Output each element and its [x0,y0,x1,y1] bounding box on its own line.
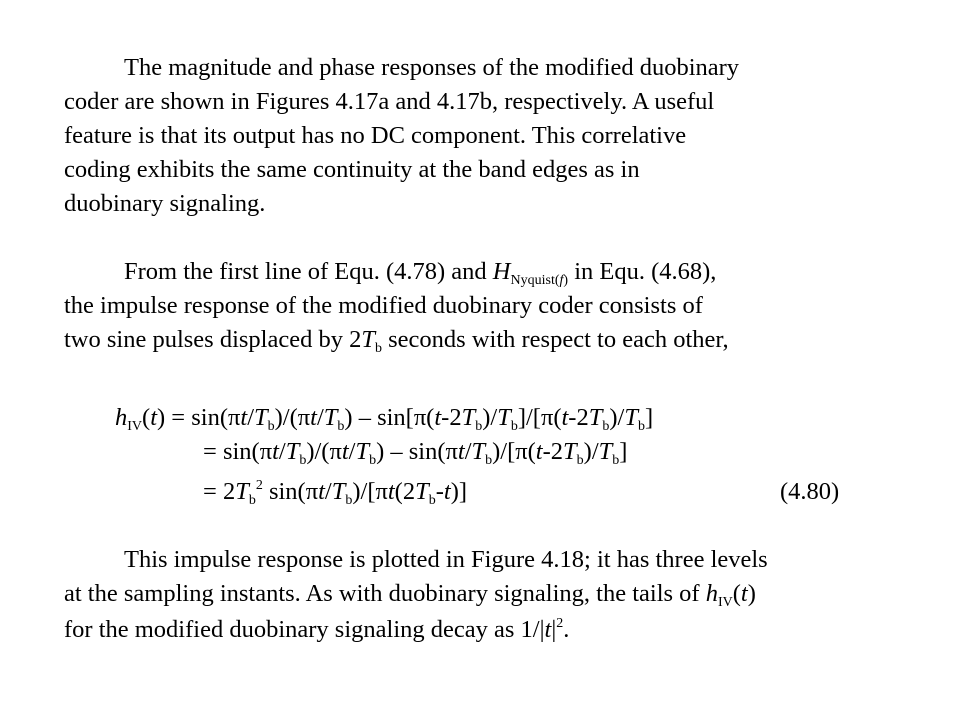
para3-line1: This impulse response is plotted in Figure 4.18; it has three levels [124,546,768,573]
para1-line1: The magnitude and phase responses of the modified duobinary [124,54,740,81]
equation-number: (4.80) [780,478,840,505]
para2-line1: From the first line of Equ. (4.78) and $H_{Nyquist(f)}$ in Equ. (4.68), [124,258,717,288]
equation-line2: = $\sin(\pi t/T_b)/(\pi t/T_b) - \sin(\pi t/T_b)/[\pi(t-2T_b)/T_b]$ [203,438,628,468]
para3-line2: at the sampling instants. As with duobinary signaling, the tails of $h_{IV}(t)$ [64,580,756,610]
para1-line2: coder are shown in Figures 4.17a and 4.17b, respectively. A useful [64,88,715,115]
equation-line1: $h_{IV}(t) = \sin(\pi t/T_b)/(\pi t/T_b) - \sin[\pi(t-2T_b)/T_b]/[\pi(t-2T_b)/T_b]$ [115,404,654,434]
equation-line3: = $2T_b^2$ $\sin(\pi t/T_b)/[\pi t(2T_b-t)]$ [203,478,468,508]
para1-line4: coding exhibits the same continuity at the band edges as in [64,156,640,183]
para2-line3: two sine pulses displaced by $2T_b$ seconds with respect to each other, [64,326,729,356]
para3-line3: for the modified duobinary signaling decay as $1/|t|^2$. [64,616,570,643]
para1-line3: feature is that its output has no DC component. This correlative [64,122,687,149]
para2-line2: the impulse response of the modified duobinary coder consists of [64,292,703,319]
para1-line5: duobinary signaling. [64,190,266,217]
